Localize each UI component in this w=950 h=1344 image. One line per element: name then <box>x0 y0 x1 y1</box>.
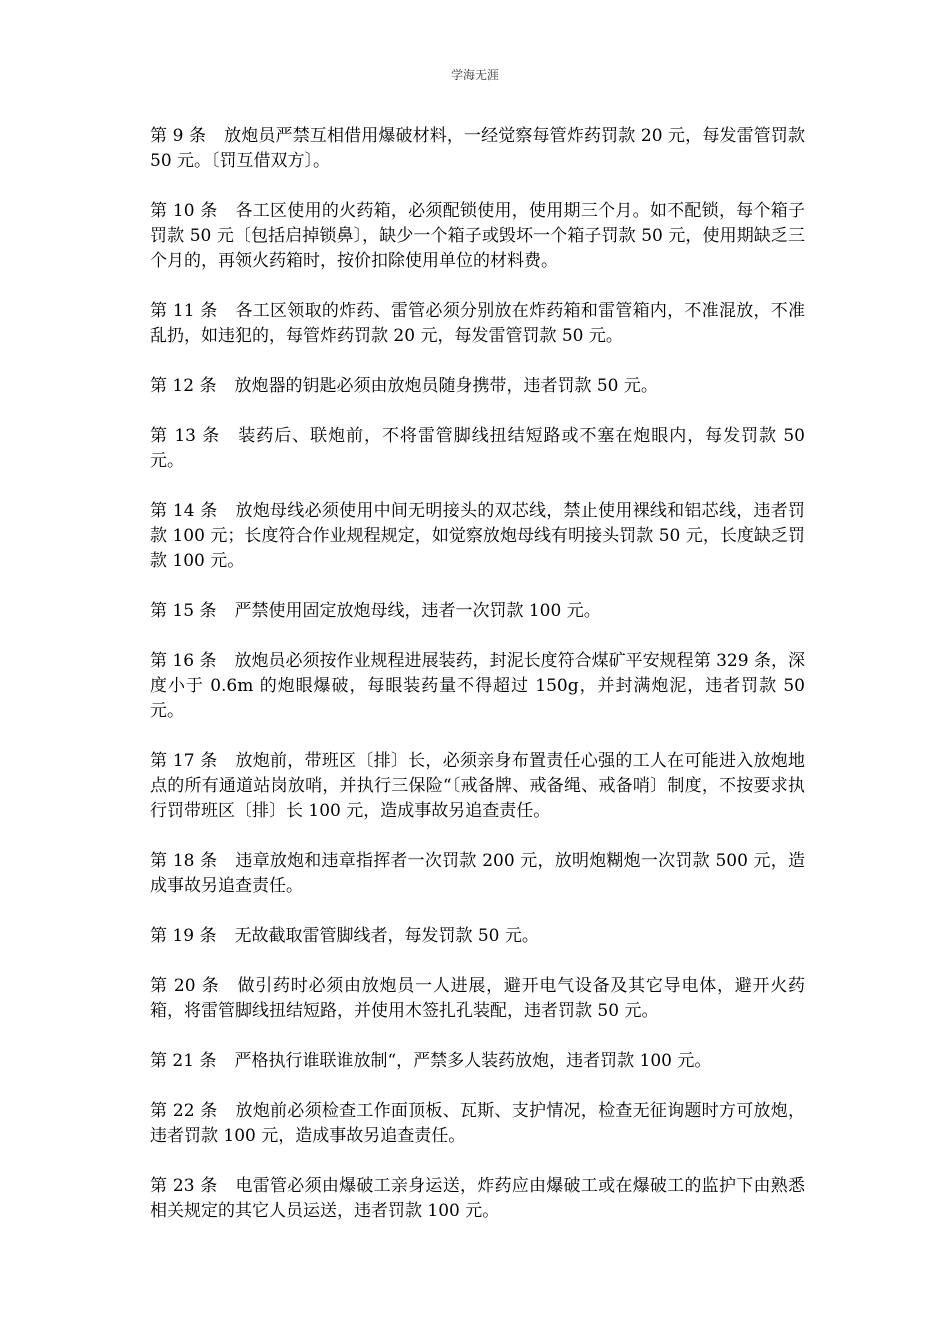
article-number: 第 11 条 <box>150 301 218 321</box>
article-number: 第 12 条 <box>150 376 217 396</box>
article-number: 第 18 条 <box>150 851 218 871</box>
article-11 <box>150 299 805 349</box>
article-text: 做引药时必须由放炮员一人进展，避开电气设备及其它导电体，避开火药箱，将雷管脚线扭结短路，并使用木签扎孔装配，违者罚款 50 元。 <box>150 976 805 1021</box>
article-21 <box>150 1049 805 1074</box>
article-text: 放炮母线必须使用中间无明接头的双芯线，禁止使用裸线和铝芯线，违者罚款 100 元；长度符合作业规程规定，如觉察放炮母线有明接头罚款 50 元，长度缺乏罚款 100 元。 <box>150 501 806 571</box>
article-12 <box>150 374 805 399</box>
article-15 <box>150 599 805 624</box>
article-number: 第 9 条 <box>150 126 207 146</box>
article-14 <box>150 499 805 574</box>
article-number: 第 14 条 <box>150 501 218 521</box>
article-number: 第 23 条 <box>150 1176 218 1196</box>
page-header: 学海无涯 <box>450 68 499 82</box>
article-9 <box>150 124 805 174</box>
article-text: 放炮前，带班区〔排〕长，必须亲身布置责任心强的工人在可能进入放炮地点的所有通道站岗放哨，并执行三保险“〔戒备牌、戒备绳、戒备哨〕制度，不按要求执行罚带班区〔排〕长 100 元，造成事故另追查责任。 <box>150 751 806 821</box>
article-text: 违章放炮和违章指挥者一次罚款 200 元，放明炮糊炮一次罚款 500 元，造成事故另追查责任。 <box>150 851 805 896</box>
article-number: 第 16 条 <box>150 651 217 671</box>
article-text: 各工区使用的火药箱，必须配锁使用，使用期三个月。如不配锁，每个箱子罚款 50 元〔包括启掉锁鼻〕，缺少一个箱子或毁坏一个箱子罚款 50 元，使用期缺乏三个月的，再领火药箱时，按价扣除使用单位的材料费。 <box>150 201 806 271</box>
article-17 <box>150 749 805 824</box>
article-22 <box>150 1099 805 1149</box>
article-number: 第 22 条 <box>150 1101 218 1121</box>
article-text: 放炮前必须检查工作面顶板、瓦斯、支护情况，检查无征询题时方可放炮，违者罚款 100 元，造成事故另追查责任。 <box>150 1101 806 1146</box>
article-text: 电雷管必须由爆破工亲身运送，炸药应由爆破工或在爆破工的监护下由熟悉相关规定的其它人员运送，违者罚款 100 元。 <box>150 1176 806 1221</box>
article-13 <box>150 424 805 474</box>
article-text: 放炮员严禁互相借用爆破材料，一经觉察每管炸药罚款 20 元，每发雷管罚款 50 元。〔罚互借双方〕。 <box>150 126 805 171</box>
article-text: 放炮器的钥匙必须由放炮员随身携带，违者罚款 50 元。 <box>234 376 658 396</box>
article-number: 第 13 条 <box>150 426 221 446</box>
article-text: 装药后、联炮前，不将雷管脚线扭结短路或不塞在炮眼内，每发罚款 50 元。 <box>150 426 805 471</box>
article-text: 严格执行谁联谁放制“，严禁多人装药放炮，违者罚款 100 元。 <box>234 1051 712 1071</box>
article-number: 第 21 条 <box>150 1051 217 1071</box>
article-text: 严禁使用固定放炮母线，违者一次罚款 100 元。 <box>234 601 601 621</box>
article-number: 第 19 条 <box>150 926 217 946</box>
article-number: 第 15 条 <box>150 601 217 621</box>
article-number: 第 10 条 <box>150 201 218 221</box>
article-text: 放炮员必须按作业规程进展装药，封泥长度符合煤矿平安规程第 329 条，深度小于 0.6m 的炮眼爆破，每眼装药量不得超过 150g，并封满炮泥，违者罚款 50 元。 <box>150 651 805 721</box>
article-text: 无故截取雷管脚线者，每发罚款 50 元。 <box>234 926 539 946</box>
article-19 <box>150 924 805 949</box>
article-text: 各工区领取的炸药、雷管必须分别放在炸药箱和雷管箱内，不准混放，不准乱扔，如违犯的，每管炸药罚款 20 元，每发雷管罚款 50 元。 <box>150 301 806 346</box>
article-23 <box>150 1174 805 1224</box>
article-10 <box>150 199 805 274</box>
article-number: 第 20 条 <box>150 976 220 996</box>
article-20 <box>150 974 805 1024</box>
document-body <box>150 124 805 1249</box>
article-number: 第 17 条 <box>150 751 218 771</box>
article-18 <box>150 849 805 899</box>
article-16 <box>150 649 805 724</box>
